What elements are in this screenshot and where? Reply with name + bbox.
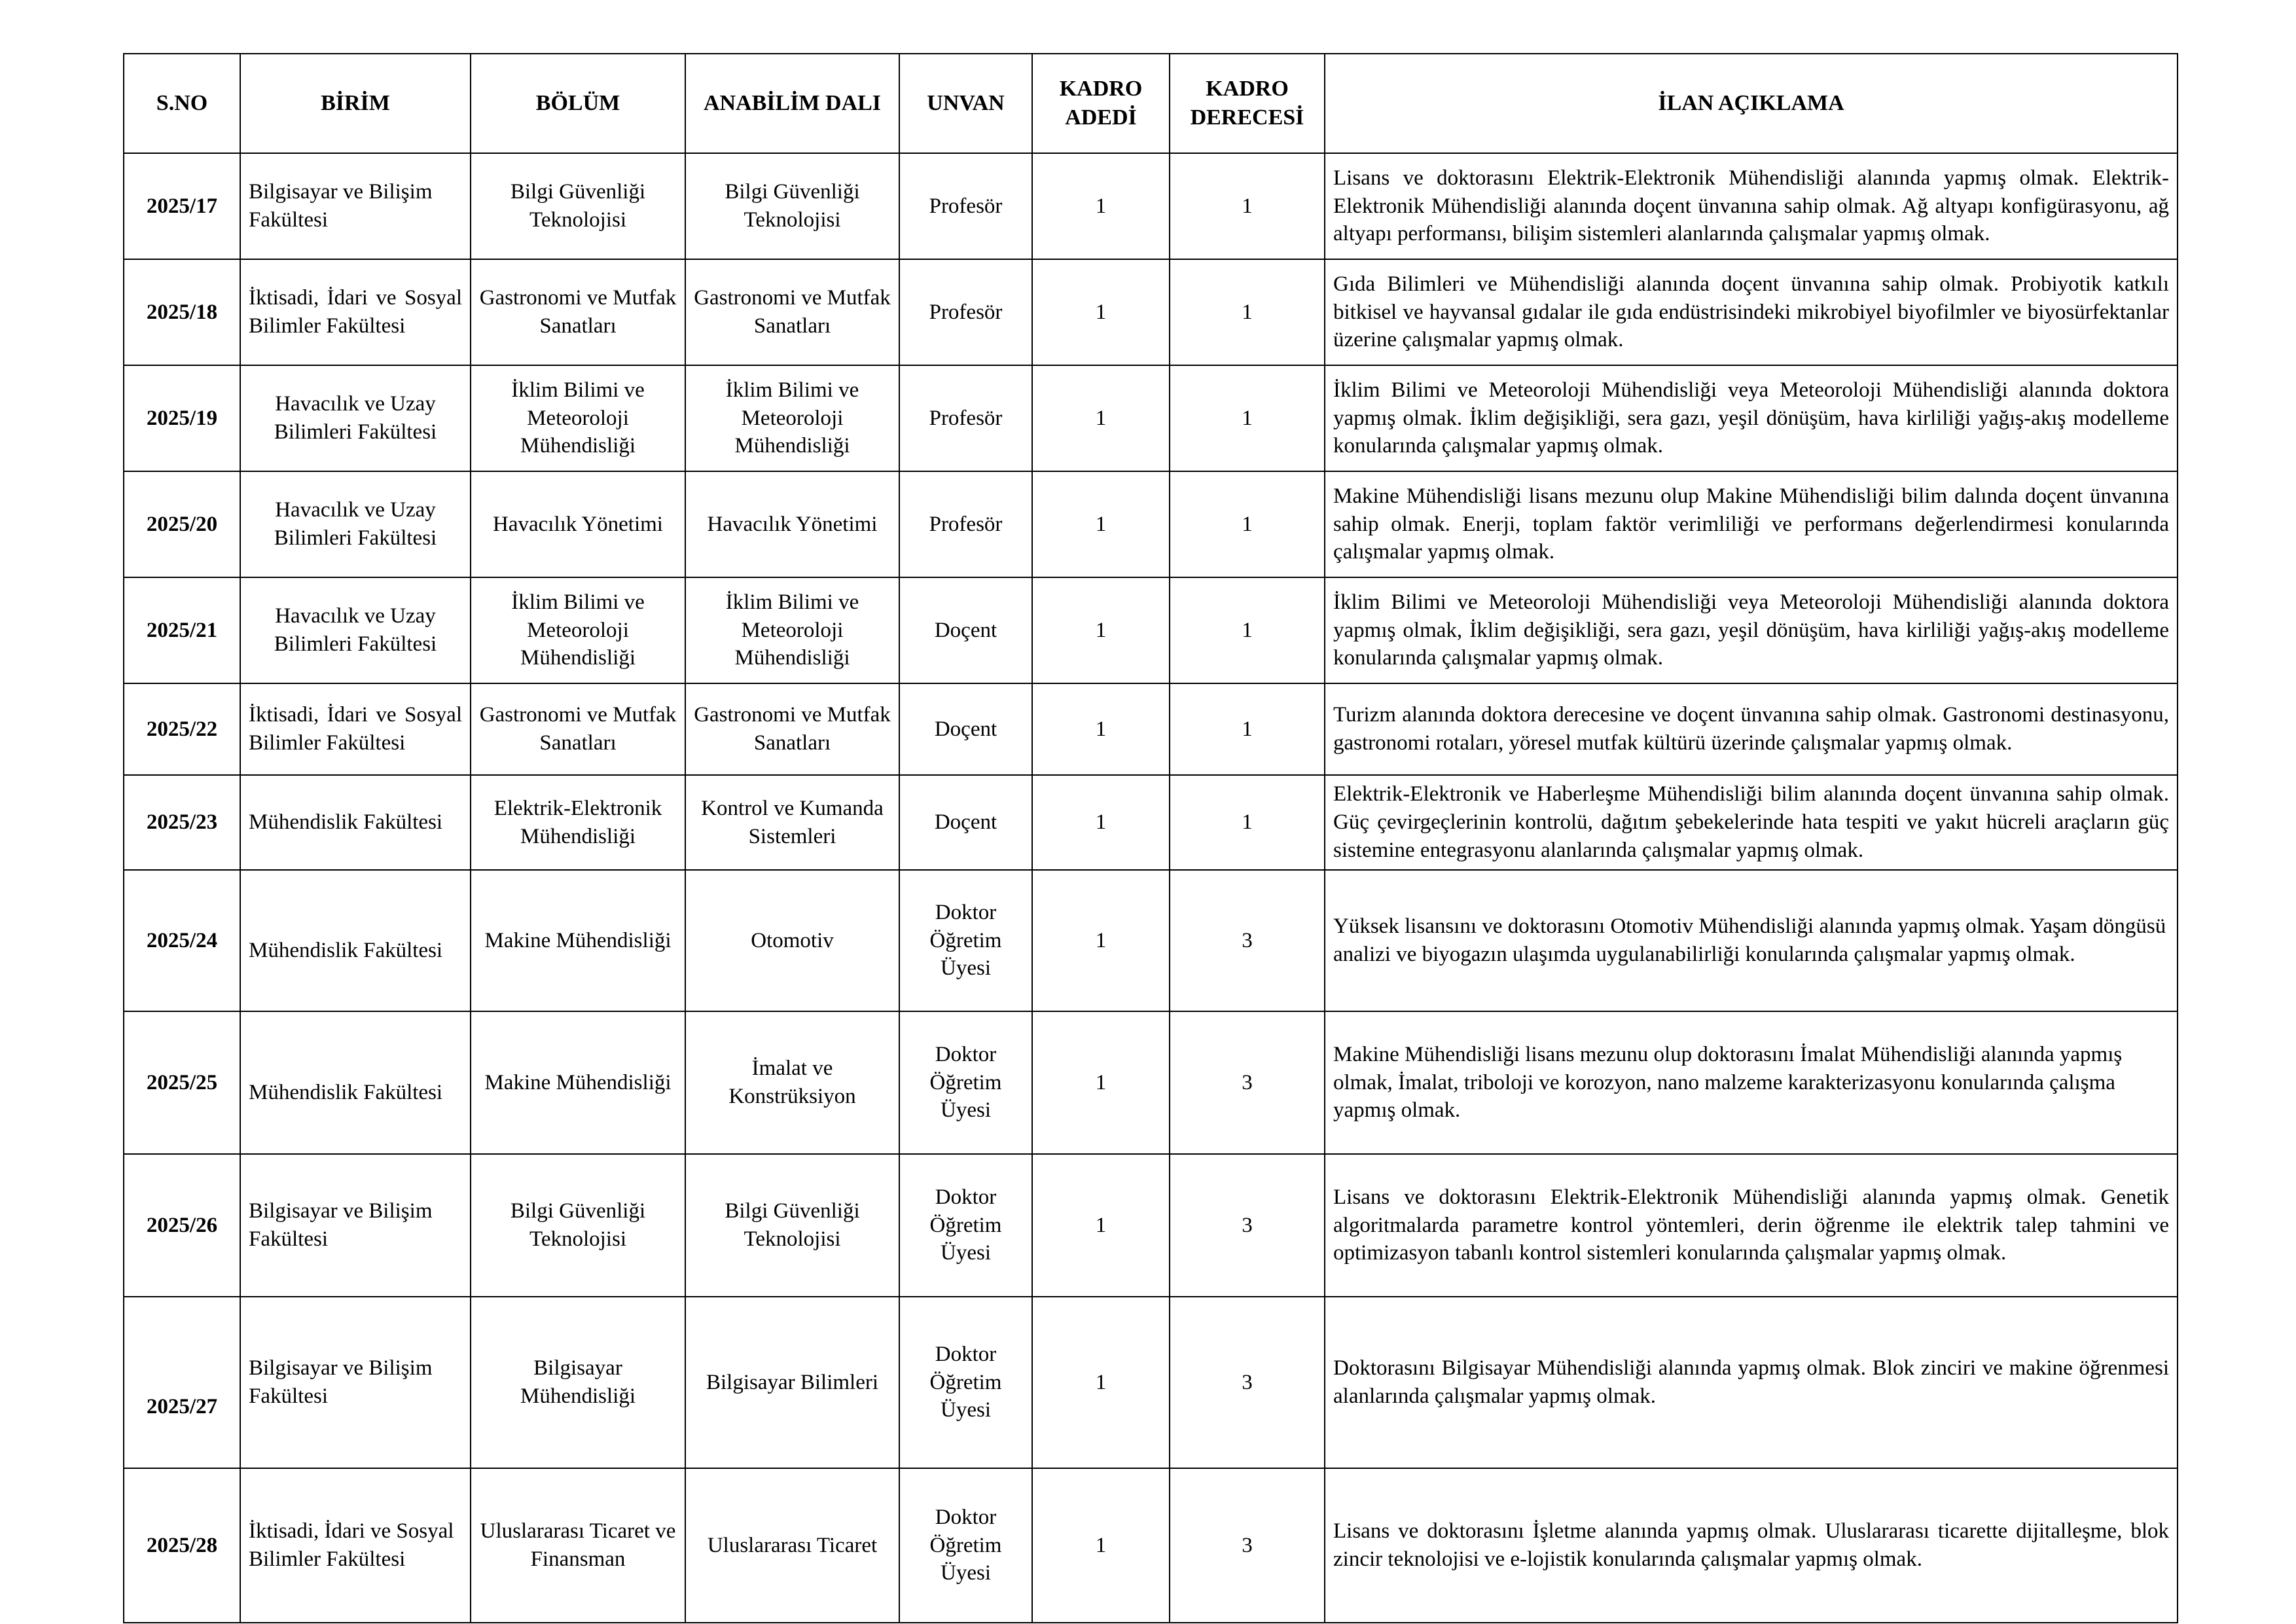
row-bolum: Elektrik-Elektronik Mühendisliği — [471, 775, 685, 870]
row-ilan-aciklama: Yüksek lisansını ve doktorasını Otomotiv Mühendisliği alanında yapmış olmak. Yaşam döngüsü analizi ve biyogazın ulaşımda uygulanabilirliği konularında çalışmalar yapmış olmak. — [1325, 870, 2178, 1011]
row-anabilim-dali: Bilgisayar Bilimleri — [685, 1297, 899, 1468]
row-unvan: Doktor Öğretim Üyesi — [899, 870, 1032, 1011]
row-unvan: Doçent — [899, 577, 1032, 683]
row-birim: Bilgisayar ve Bilişim Fakültesi — [240, 1297, 471, 1468]
row-bolum: Makine Mühendisliği — [471, 870, 685, 1011]
header-ilan-aciklama: İLAN AÇIKLAMA — [1325, 54, 2178, 153]
row-ilan-aciklama: Turizm alanında doktora derecesine ve doçent ünvanına sahip olmak. Gastronomi destinasyonu, gastronomi rotaları, yöresel mutfak kültürü üzerinde çalışmalar yapmış olmak. — [1325, 683, 2178, 775]
row-kadro-adedi: 1 — [1032, 1011, 1170, 1154]
header-row — [124, 54, 2178, 153]
header-kadro-adedi: KADRO ADEDİ — [1032, 54, 1170, 153]
row-kadro-adedi: 1 — [1032, 259, 1170, 365]
row-sno: 2025/22 — [124, 683, 240, 775]
table-row — [124, 1154, 2178, 1297]
row-kadro-derecesi: 1 — [1170, 471, 1325, 577]
row-unvan: Profesör — [899, 259, 1032, 365]
row-kadro-derecesi: 3 — [1170, 1154, 1325, 1297]
table-row — [124, 365, 2178, 471]
row-kadro-adedi: 1 — [1032, 1154, 1170, 1297]
row-kadro-adedi: 1 — [1032, 1297, 1170, 1468]
row-birim: Mühendislik Fakültesi — [240, 870, 471, 1011]
row-bolum: Bilgisayar Mühendisliği — [471, 1297, 685, 1468]
row-anabilim-dali: İklim Bilimi ve Meteoroloji Mühendisliği — [685, 577, 899, 683]
row-bolum: Havacılık Yönetimi — [471, 471, 685, 577]
table-row — [124, 1011, 2178, 1154]
row-kadro-derecesi: 3 — [1170, 1297, 1325, 1468]
row-anabilim-dali: İklim Bilimi ve Meteoroloji Mühendisliği — [685, 365, 899, 471]
row-bolum: Bilgi Güvenliği Teknolojisi — [471, 153, 685, 259]
row-kadro-adedi: 1 — [1032, 577, 1170, 683]
row-unvan: Doktor Öğretim Üyesi — [899, 1297, 1032, 1468]
row-ilan-aciklama: İklim Bilimi ve Meteoroloji Mühendisliği veya Meteoroloji Mühendisliği alanında doktora yapmış olmak. İklim değişikliği, sera gazı, yeşil dönüşüm, hava kirliliği yağış-akış modelleme konularında çalışmalar yapmış olmak. — [1325, 365, 2178, 471]
row-birim: Havacılık ve Uzay Bilimleri Fakültesi — [240, 577, 471, 683]
row-ilan-aciklama: Lisans ve doktorasını Elektrik-Elektronik Mühendisliği alanında yapmış olmak. Elektrik-Elektronik Mühendisliği alanında doçent ünvanına sahip olmak. Ağ altyapı konfigürasyonu, ağ altyapı performansı, bilişim sistemleri alanlarında çalışmalar yapmış olmak. — [1325, 153, 2178, 259]
row-sno: 2025/21 — [124, 577, 240, 683]
row-anabilim-dali: Uluslararası Ticaret — [685, 1468, 899, 1623]
row-kadro-derecesi: 1 — [1170, 259, 1325, 365]
table-row — [124, 775, 2178, 870]
header-birim: BİRİM — [240, 54, 471, 153]
row-ilan-aciklama: Gıda Bilimleri ve Mühendisliği alanında doçent ünvanına sahip olmak. Probiyotik katkılı bitkisel ve hayvansal gıdalar ile gıda endüstrisindeki mikrobiyel biyofilmler ve biyosürfektanlar üzerine çalışmalar yapmış olmak. — [1325, 259, 2178, 365]
header-anabilim-dali: ANABİLİM DALI — [685, 54, 899, 153]
table-row — [124, 870, 2178, 1011]
table-row — [124, 259, 2178, 365]
row-sno: 2025/24 — [124, 870, 240, 1011]
row-anabilim-dali: İmalat ve Konstrüksiyon — [685, 1011, 899, 1154]
row-ilan-aciklama: Lisans ve doktorasını İşletme alanında yapmış olmak. Uluslararası ticarette dijitalleşme, blok zincir teknolojisi ve e-lojistik konularında çalışmalar yapmış olmak. — [1325, 1468, 2178, 1623]
row-anabilim-dali: Gastronomi ve Mutfak Sanatları — [685, 683, 899, 775]
row-birim: İktisadi, İdari ve Sosyal Bilimler Fakültesi — [240, 1468, 471, 1623]
row-ilan-aciklama: İklim Bilimi ve Meteoroloji Mühendisliği veya Meteoroloji Mühendisliği alanında doktora yapmış olmak, İklim değişikliği, sera gazı, yeşil dönüşüm, hava kirliliği yağış-akış modelleme konularında çalışmalar yapmış olmak. — [1325, 577, 2178, 683]
row-kadro-adedi: 1 — [1032, 870, 1170, 1011]
row-unvan: Profesör — [899, 365, 1032, 471]
row-sno: 2025/27 — [124, 1297, 240, 1468]
row-kadro-derecesi: 1 — [1170, 365, 1325, 471]
row-birim: Mühendislik Fakültesi — [240, 775, 471, 870]
table-row — [124, 153, 2178, 259]
row-birim: Bilgisayar ve Bilişim Fakültesi — [240, 1154, 471, 1297]
table-row — [124, 1468, 2178, 1623]
row-unvan: Profesör — [899, 471, 1032, 577]
row-birim: Havacılık ve Uzay Bilimleri Fakültesi — [240, 365, 471, 471]
table-row — [124, 577, 2178, 683]
row-sno: 2025/23 — [124, 775, 240, 870]
row-sno: 2025/25 — [124, 1011, 240, 1154]
row-sno: 2025/20 — [124, 471, 240, 577]
row-unvan: Profesör — [899, 153, 1032, 259]
row-bolum: Bilgi Güvenliği Teknolojisi — [471, 1154, 685, 1297]
row-ilan-aciklama: Elektrik-Elektronik ve Haberleşme Mühendisliği bilim alanında doçent ünvanına sahip olmak. Güç çevirgeçlerinin kontrolü, dağıtım şebekelerinde hata tespiti ve yakıt hücreli araçların güç sistemine entegrasyonu alanlarında çalışmalar yapmış olmak. — [1325, 775, 2178, 870]
row-anabilim-dali: Bilgi Güvenliği Teknolojisi — [685, 153, 899, 259]
row-bolum: Uluslararası Ticaret ve Finansman — [471, 1468, 685, 1623]
header-sno: S.NO — [124, 54, 240, 153]
row-kadro-derecesi: 3 — [1170, 1468, 1325, 1623]
row-unvan: Doktor Öğretim Üyesi — [899, 1154, 1032, 1297]
row-unvan: Doktor Öğretim Üyesi — [899, 1468, 1032, 1623]
row-bolum: Makine Mühendisliği — [471, 1011, 685, 1154]
header-bolum: BÖLÜM — [471, 54, 685, 153]
row-anabilim-dali: Havacılık Yönetimi — [685, 471, 899, 577]
table-row — [124, 1297, 2178, 1468]
row-kadro-adedi: 1 — [1032, 365, 1170, 471]
ilan-table — [123, 53, 2178, 1623]
row-kadro-derecesi: 1 — [1170, 577, 1325, 683]
row-ilan-aciklama: Lisans ve doktorasını Elektrik-Elektronik Mühendisliği alanında yapmış olmak. Genetik algoritmalarda parametre kontrol yöntemleri, derin öğrenme ile elektrik talep tahmini ve optimizasyon tabanlı kontrol sistemleri konularında çalışmalar yapmış olmak. — [1325, 1154, 2178, 1297]
row-sno: 2025/17 — [124, 153, 240, 259]
row-birim: İktisadi, İdari ve Sosyal Bilimler Fakültesi — [240, 683, 471, 775]
row-kadro-derecesi: 3 — [1170, 1011, 1325, 1154]
row-kadro-derecesi: 1 — [1170, 775, 1325, 870]
row-sno: 2025/26 — [124, 1154, 240, 1297]
row-birim: Havacılık ve Uzay Bilimleri Fakültesi — [240, 471, 471, 577]
row-bolum: İklim Bilimi ve Meteoroloji Mühendisliği — [471, 365, 685, 471]
row-bolum: Gastronomi ve Mutfak Sanatları — [471, 259, 685, 365]
row-kadro-adedi: 1 — [1032, 471, 1170, 577]
row-kadro-adedi: 1 — [1032, 775, 1170, 870]
header-unvan: UNVAN — [899, 54, 1032, 153]
table-row — [124, 471, 2178, 577]
header-kadro-derecesi: KADRO DERECESİ — [1170, 54, 1325, 153]
row-unvan: Doktor Öğretim Üyesi — [899, 1011, 1032, 1154]
row-kadro-derecesi: 1 — [1170, 683, 1325, 775]
row-kadro-derecesi: 3 — [1170, 870, 1325, 1011]
row-ilan-aciklama: Doktorasını Bilgisayar Mühendisliği alanında yapmış olmak. Blok zinciri ve makine öğrenmesi alanlarında çalışmalar yapmış olmak. — [1325, 1297, 2178, 1468]
row-anabilim-dali: Otomotiv — [685, 870, 899, 1011]
row-kadro-adedi: 1 — [1032, 683, 1170, 775]
row-birim: Mühendislik Fakültesi — [240, 1011, 471, 1154]
row-ilan-aciklama: Makine Mühendisliği lisans mezunu olup Makine Mühendisliği bilim dalında doçent ünvanına sahip olmak. Enerji, toplam faktör verimliliği ve performans değerlendirmesi konularında çalışmalar yapmış olmak. — [1325, 471, 2178, 577]
table-row — [124, 683, 2178, 775]
row-sno: 2025/28 — [124, 1468, 240, 1623]
row-sno: 2025/18 — [124, 259, 240, 365]
row-kadro-adedi: 1 — [1032, 1468, 1170, 1623]
row-birim: Bilgisayar ve Bilişim Fakültesi — [240, 153, 471, 259]
row-unvan: Doçent — [899, 775, 1032, 870]
row-unvan: Doçent — [899, 683, 1032, 775]
row-bolum: Gastronomi ve Mutfak Sanatları — [471, 683, 685, 775]
row-ilan-aciklama: Makine Mühendisliği lisans mezunu olup doktorasını İmalat Mühendisliği alanında yapmış olmak, İmalat, triboloji ve korozyon, nano malzeme karakterizasyonu konularında çalışma yapmış olmak. — [1325, 1011, 2178, 1154]
row-anabilim-dali: Gastronomi ve Mutfak Sanatları — [685, 259, 899, 365]
row-anabilim-dali: Kontrol ve Kumanda Sistemleri — [685, 775, 899, 870]
row-bolum: İklim Bilimi ve Meteoroloji Mühendisliği — [471, 577, 685, 683]
row-birim: İktisadi, İdari ve Sosyal Bilimler Fakültesi — [240, 259, 471, 365]
row-kadro-derecesi: 1 — [1170, 153, 1325, 259]
row-sno: 2025/19 — [124, 365, 240, 471]
row-kadro-adedi: 1 — [1032, 153, 1170, 259]
table-body — [124, 153, 2178, 1623]
row-anabilim-dali: Bilgi Güvenliği Teknolojisi — [685, 1154, 899, 1297]
